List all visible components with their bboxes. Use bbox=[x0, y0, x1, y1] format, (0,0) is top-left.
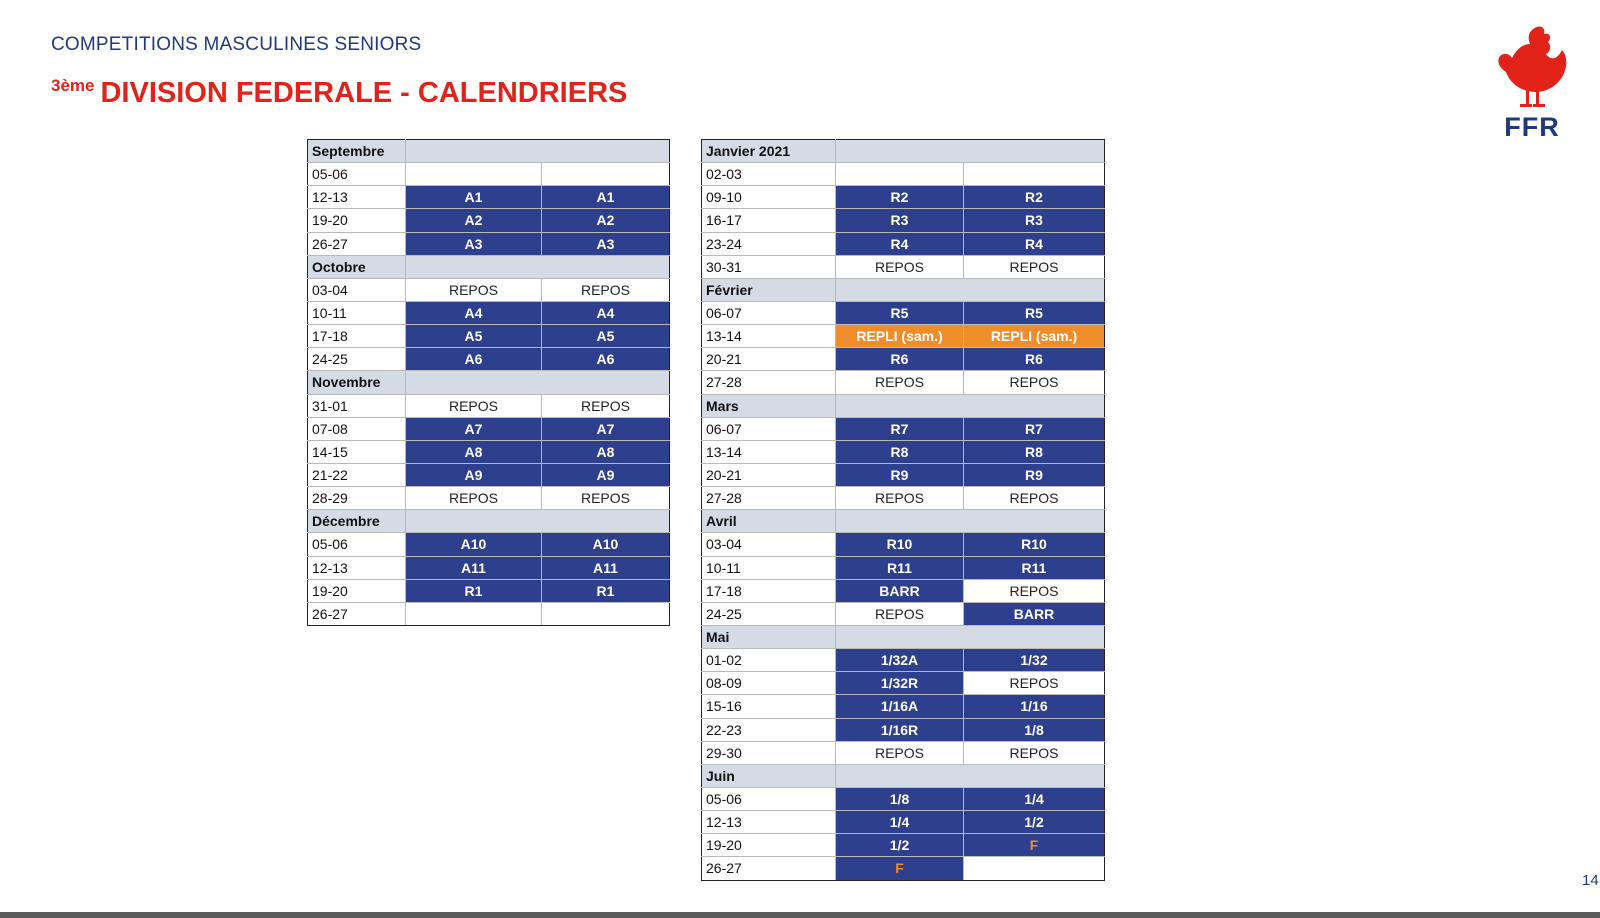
date-cell: 09-10 bbox=[702, 186, 836, 209]
weekend-row bbox=[308, 487, 670, 510]
weekend-row bbox=[702, 440, 1105, 463]
round-cell-poule-b: R9 bbox=[964, 463, 1105, 486]
date-cell: 19-20 bbox=[308, 209, 406, 232]
round-cell-poule-b: R8 bbox=[964, 440, 1105, 463]
date-cell: 17-18 bbox=[308, 325, 406, 348]
round-cell-poule-a: REPOS bbox=[406, 487, 542, 510]
round-cell-poule-b: 1/32 bbox=[964, 649, 1105, 672]
bottom-bar bbox=[0, 912, 1600, 918]
round-cell-poule-a: 1/2 bbox=[836, 834, 964, 857]
round-cell-poule-b: R7 bbox=[964, 417, 1105, 440]
round-cell-poule-b: BARR bbox=[964, 602, 1105, 625]
round-cell-poule-b bbox=[964, 857, 1105, 880]
month-label: Juin bbox=[702, 764, 836, 787]
date-cell: 06-07 bbox=[702, 301, 836, 324]
calendar-table-left bbox=[307, 139, 670, 626]
date-cell: 17-18 bbox=[702, 579, 836, 602]
round-cell-poule-b: REPOS bbox=[542, 487, 670, 510]
round-cell-poule-a: R5 bbox=[836, 301, 964, 324]
date-cell: 12-13 bbox=[308, 556, 406, 579]
round-cell-poule-b: REPOS bbox=[542, 394, 670, 417]
weekend-row bbox=[308, 394, 670, 417]
round-cell-poule-a: R11 bbox=[836, 556, 964, 579]
weekend-row bbox=[702, 232, 1105, 255]
round-cell-poule-a: 1/16A bbox=[836, 695, 964, 718]
round-cell-poule-a bbox=[836, 163, 964, 186]
round-cell-poule-a: R3 bbox=[836, 209, 964, 232]
date-cell: 26-27 bbox=[308, 602, 406, 625]
weekend-row bbox=[308, 163, 670, 186]
round-cell-poule-b: 1/8 bbox=[964, 718, 1105, 741]
date-cell: 02-03 bbox=[702, 163, 836, 186]
month-fill bbox=[836, 510, 1105, 533]
round-cell-poule-a: A5 bbox=[406, 325, 542, 348]
round-cell-poule-b: REPOS bbox=[964, 579, 1105, 602]
weekend-row bbox=[702, 579, 1105, 602]
month-row bbox=[308, 371, 670, 394]
round-cell-poule-a: 1/16R bbox=[836, 718, 964, 741]
round-cell-poule-a: A6 bbox=[406, 348, 542, 371]
round-cell-poule-a: REPOS bbox=[836, 487, 964, 510]
weekend-row bbox=[702, 463, 1105, 486]
month-fill bbox=[836, 764, 1105, 787]
round-cell-poule-a: 1/32R bbox=[836, 672, 964, 695]
date-cell: 20-21 bbox=[702, 348, 836, 371]
date-cell: 19-20 bbox=[308, 579, 406, 602]
weekend-row bbox=[702, 787, 1105, 810]
weekend-row bbox=[702, 533, 1105, 556]
round-cell-poule-a: R1 bbox=[406, 579, 542, 602]
weekend-row bbox=[702, 834, 1105, 857]
round-cell-poule-a: A11 bbox=[406, 556, 542, 579]
date-cell: 10-11 bbox=[308, 301, 406, 324]
round-cell-poule-a: R2 bbox=[836, 186, 964, 209]
weekend-row bbox=[702, 487, 1105, 510]
date-cell: 13-14 bbox=[702, 440, 836, 463]
title-superscript: 3ème bbox=[51, 76, 95, 95]
month-row bbox=[308, 140, 670, 163]
date-cell: 12-13 bbox=[702, 811, 836, 834]
ffr-logo bbox=[1492, 24, 1572, 144]
round-cell-poule-a: R4 bbox=[836, 232, 964, 255]
date-cell: 16-17 bbox=[702, 209, 836, 232]
round-cell-poule-a: REPLI (sam.) bbox=[836, 325, 964, 348]
date-cell: 28-29 bbox=[308, 487, 406, 510]
month-row bbox=[308, 255, 670, 278]
round-cell-poule-b: R2 bbox=[964, 186, 1105, 209]
round-cell-poule-a: REPOS bbox=[836, 255, 964, 278]
month-fill bbox=[406, 510, 670, 533]
date-cell: 03-04 bbox=[308, 278, 406, 301]
round-cell-poule-b: A8 bbox=[542, 440, 670, 463]
round-cell-poule-b: 1/2 bbox=[964, 811, 1105, 834]
date-cell: 26-27 bbox=[702, 857, 836, 880]
weekend-row bbox=[702, 209, 1105, 232]
date-cell: 05-06 bbox=[702, 787, 836, 810]
round-cell-poule-b bbox=[964, 163, 1105, 186]
weekend-row bbox=[702, 186, 1105, 209]
month-fill bbox=[406, 140, 670, 163]
weekend-row bbox=[308, 301, 670, 324]
date-cell: 24-25 bbox=[702, 602, 836, 625]
round-cell-poule-b: F bbox=[964, 834, 1105, 857]
weekend-row bbox=[702, 695, 1105, 718]
date-cell: 22-23 bbox=[702, 718, 836, 741]
weekend-row bbox=[702, 301, 1105, 324]
month-fill bbox=[836, 394, 1105, 417]
round-cell-poule-a: REPOS bbox=[836, 371, 964, 394]
date-cell: 06-07 bbox=[702, 417, 836, 440]
date-cell: 19-20 bbox=[702, 834, 836, 857]
date-cell: 15-16 bbox=[702, 695, 836, 718]
round-cell-poule-a: R6 bbox=[836, 348, 964, 371]
round-cell-poule-b: A10 bbox=[542, 533, 670, 556]
round-cell-poule-a: A4 bbox=[406, 301, 542, 324]
weekend-row bbox=[308, 579, 670, 602]
round-cell-poule-b: R11 bbox=[964, 556, 1105, 579]
date-cell: 31-01 bbox=[308, 394, 406, 417]
weekend-row bbox=[308, 348, 670, 371]
round-cell-poule-a: A3 bbox=[406, 232, 542, 255]
calendar-table-right bbox=[701, 139, 1105, 881]
weekend-row bbox=[308, 232, 670, 255]
round-cell-poule-b: A7 bbox=[542, 417, 670, 440]
date-cell: 30-31 bbox=[702, 255, 836, 278]
rooster-icon bbox=[1492, 24, 1572, 110]
round-cell-poule-b: REPOS bbox=[964, 371, 1105, 394]
date-cell: 23-24 bbox=[702, 232, 836, 255]
round-cell-poule-a: 1/4 bbox=[836, 811, 964, 834]
weekend-row bbox=[702, 556, 1105, 579]
round-cell-poule-a: 1/32A bbox=[836, 649, 964, 672]
round-cell-poule-a: 1/8 bbox=[836, 787, 964, 810]
month-label: Mars bbox=[702, 394, 836, 417]
round-cell-poule-a: A7 bbox=[406, 417, 542, 440]
date-cell: 14-15 bbox=[308, 440, 406, 463]
round-cell-poule-a: R9 bbox=[836, 463, 964, 486]
date-cell: 12-13 bbox=[308, 186, 406, 209]
round-cell-poule-a bbox=[406, 163, 542, 186]
round-cell-poule-a: A2 bbox=[406, 209, 542, 232]
weekend-row bbox=[702, 811, 1105, 834]
month-label: Avril bbox=[702, 510, 836, 533]
title-text: DIVISION FEDERALE - CALENDRIERS bbox=[100, 77, 628, 109]
round-cell-poule-a: R7 bbox=[836, 417, 964, 440]
month-row bbox=[308, 510, 670, 533]
round-cell-poule-a: F bbox=[836, 857, 964, 880]
month-label: Décembre bbox=[308, 510, 406, 533]
round-cell-poule-b: A3 bbox=[542, 232, 670, 255]
month-label: Mai bbox=[702, 625, 836, 648]
round-cell-poule-b: A2 bbox=[542, 209, 670, 232]
round-cell-poule-a: A1 bbox=[406, 186, 542, 209]
round-cell-poule-b: A6 bbox=[542, 348, 670, 371]
month-row bbox=[702, 278, 1105, 301]
weekend-row bbox=[308, 417, 670, 440]
round-cell-poule-b: R3 bbox=[964, 209, 1105, 232]
round-cell-poule-b: A1 bbox=[542, 186, 670, 209]
weekend-row bbox=[308, 278, 670, 301]
weekend-row bbox=[702, 649, 1105, 672]
month-fill bbox=[836, 625, 1105, 648]
round-cell-poule-a: BARR bbox=[836, 579, 964, 602]
weekend-row bbox=[308, 325, 670, 348]
date-cell: 27-28 bbox=[702, 487, 836, 510]
weekend-row bbox=[702, 672, 1105, 695]
month-label: Septembre bbox=[308, 140, 406, 163]
date-cell: 07-08 bbox=[308, 417, 406, 440]
date-cell: 26-27 bbox=[308, 232, 406, 255]
round-cell-poule-b: R4 bbox=[964, 232, 1105, 255]
date-cell: 29-30 bbox=[702, 741, 836, 764]
date-cell: 13-14 bbox=[702, 325, 836, 348]
round-cell-poule-a: REPOS bbox=[406, 278, 542, 301]
round-cell-poule-a: A8 bbox=[406, 440, 542, 463]
date-cell: 27-28 bbox=[702, 371, 836, 394]
page-title bbox=[51, 76, 627, 110]
date-cell: 03-04 bbox=[702, 533, 836, 556]
round-cell-poule-b: REPOS bbox=[964, 255, 1105, 278]
weekend-row bbox=[702, 348, 1105, 371]
date-cell: 20-21 bbox=[702, 463, 836, 486]
date-cell: 01-02 bbox=[702, 649, 836, 672]
weekend-row bbox=[308, 463, 670, 486]
weekend-row bbox=[308, 440, 670, 463]
round-cell-poule-b: 1/4 bbox=[964, 787, 1105, 810]
round-cell-poule-a: R8 bbox=[836, 440, 964, 463]
month-label: Janvier 2021 bbox=[702, 140, 836, 163]
logo-text: FFR bbox=[1504, 112, 1560, 142]
weekend-row bbox=[702, 718, 1105, 741]
round-cell-poule-b: REPOS bbox=[964, 672, 1105, 695]
month-row bbox=[702, 394, 1105, 417]
date-cell: 08-09 bbox=[702, 672, 836, 695]
date-cell: 21-22 bbox=[308, 463, 406, 486]
round-cell-poule-b: R6 bbox=[964, 348, 1105, 371]
month-label: Novembre bbox=[308, 371, 406, 394]
round-cell-poule-b: R5 bbox=[964, 301, 1105, 324]
round-cell-poule-b bbox=[542, 602, 670, 625]
month-label: Octobre bbox=[308, 255, 406, 278]
weekend-row bbox=[702, 163, 1105, 186]
month-row bbox=[702, 510, 1105, 533]
month-label: Février bbox=[702, 278, 836, 301]
weekend-row bbox=[702, 602, 1105, 625]
round-cell-poule-b: A5 bbox=[542, 325, 670, 348]
round-cell-poule-b: A11 bbox=[542, 556, 670, 579]
round-cell-poule-a: R10 bbox=[836, 533, 964, 556]
round-cell-poule-a: REPOS bbox=[406, 394, 542, 417]
weekend-row bbox=[308, 556, 670, 579]
date-cell: 05-06 bbox=[308, 533, 406, 556]
round-cell-poule-b: 1/16 bbox=[964, 695, 1105, 718]
month-fill bbox=[406, 371, 670, 394]
month-fill bbox=[836, 278, 1105, 301]
round-cell-poule-a bbox=[406, 602, 542, 625]
date-cell: 24-25 bbox=[308, 348, 406, 371]
weekend-row bbox=[702, 371, 1105, 394]
round-cell-poule-a: REPOS bbox=[836, 741, 964, 764]
round-cell-poule-b: REPOS bbox=[542, 278, 670, 301]
round-cell-poule-b: REPOS bbox=[964, 741, 1105, 764]
round-cell-poule-a: A9 bbox=[406, 463, 542, 486]
date-cell: 05-06 bbox=[308, 163, 406, 186]
weekend-row bbox=[308, 533, 670, 556]
round-cell-poule-b: R1 bbox=[542, 579, 670, 602]
section-subtitle: COMPETITIONS MASCULINES SENIORS bbox=[51, 34, 422, 55]
month-row bbox=[702, 140, 1105, 163]
weekend-row bbox=[308, 186, 670, 209]
weekend-row bbox=[702, 417, 1105, 440]
round-cell-poule-a: A10 bbox=[406, 533, 542, 556]
weekend-row bbox=[308, 209, 670, 232]
month-row bbox=[702, 625, 1105, 648]
weekend-row bbox=[308, 602, 670, 625]
month-row bbox=[702, 764, 1105, 787]
weekend-row bbox=[702, 255, 1105, 278]
round-cell-poule-b bbox=[542, 163, 670, 186]
round-cell-poule-b: A9 bbox=[542, 463, 670, 486]
month-fill bbox=[406, 255, 670, 278]
month-fill bbox=[836, 140, 1105, 163]
round-cell-poule-b: REPOS bbox=[964, 487, 1105, 510]
round-cell-poule-b: R10 bbox=[964, 533, 1105, 556]
round-cell-poule-b: A4 bbox=[542, 301, 670, 324]
date-cell: 10-11 bbox=[702, 556, 836, 579]
weekend-row bbox=[702, 857, 1105, 880]
weekend-row bbox=[702, 741, 1105, 764]
weekend-row bbox=[702, 325, 1105, 348]
round-cell-poule-b: REPLI (sam.) bbox=[964, 325, 1105, 348]
page-number: 14 bbox=[1582, 872, 1599, 889]
round-cell-poule-a: REPOS bbox=[836, 602, 964, 625]
